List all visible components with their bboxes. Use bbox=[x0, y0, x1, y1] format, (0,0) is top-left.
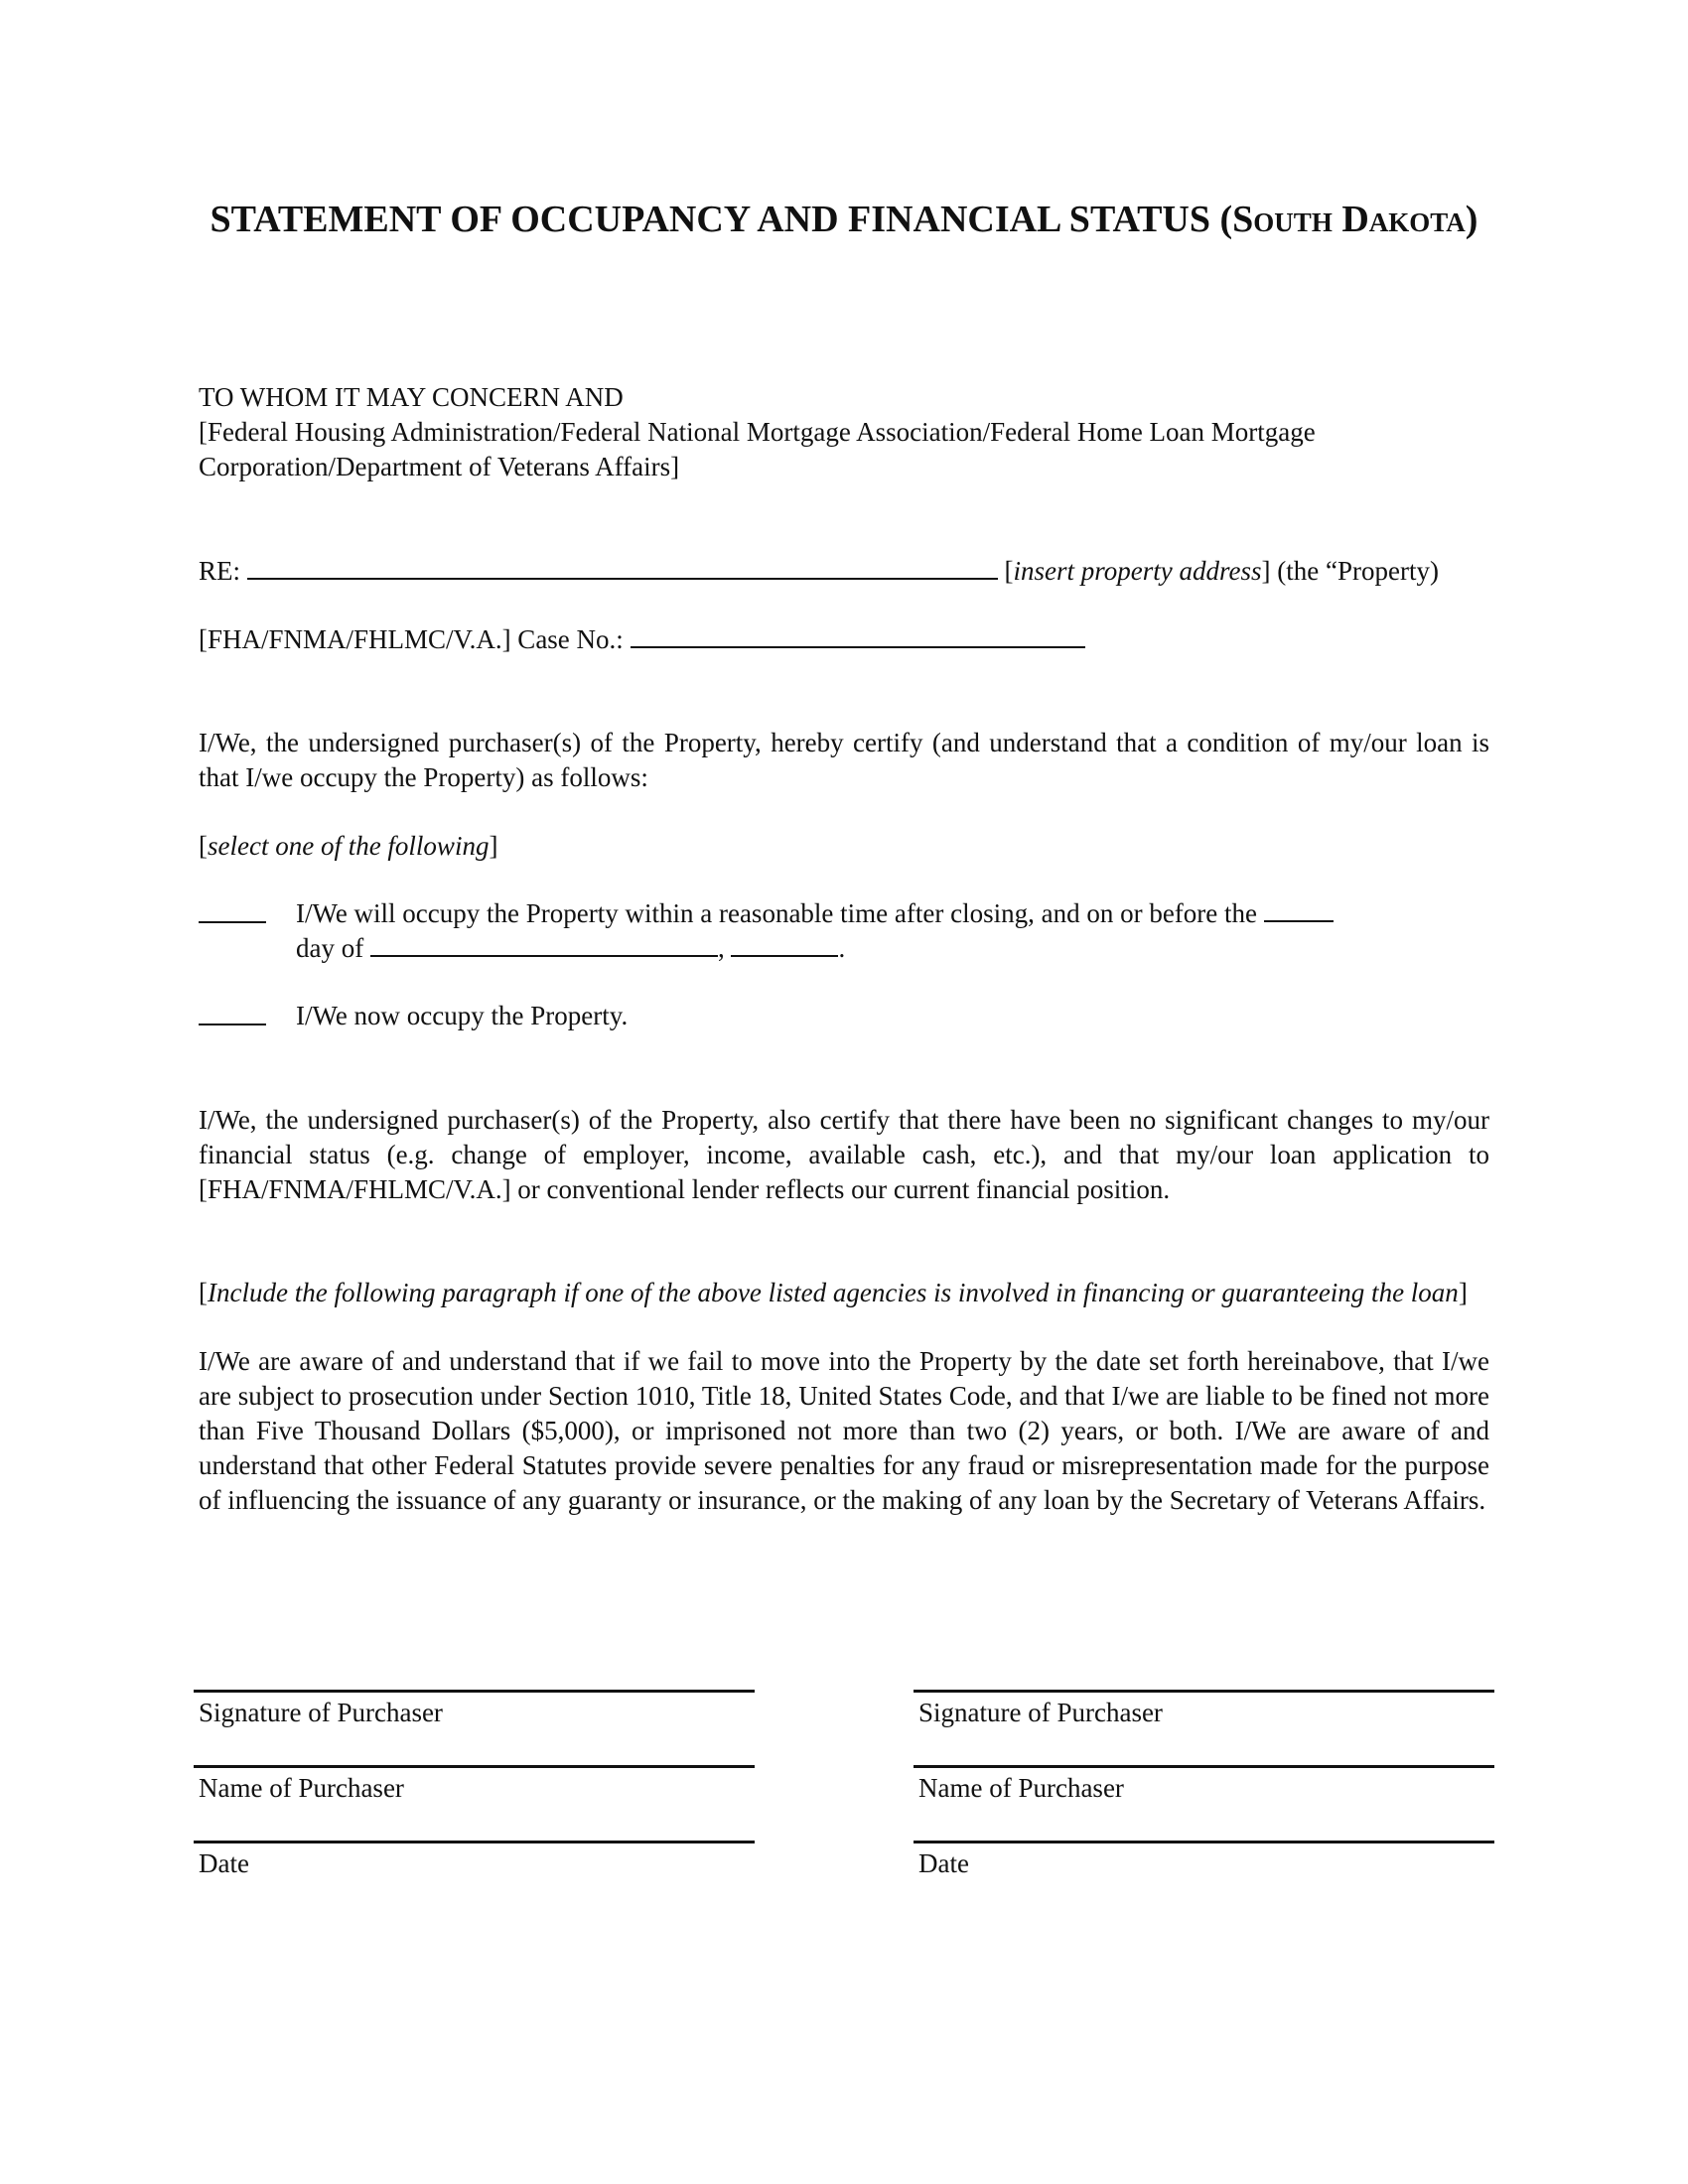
left-name-label: Name of Purchaser bbox=[199, 1773, 404, 1803]
left-date-line[interactable] bbox=[194, 1841, 755, 1843]
title-main: STATEMENT OF OCCUPANCY AND FINANCIAL STATUS ( bbox=[210, 199, 1233, 240]
property-address-blank[interactable] bbox=[247, 554, 998, 580]
re-line bbox=[199, 554, 1489, 589]
option-1-line-1 bbox=[296, 896, 1489, 931]
select-open: [ bbox=[199, 831, 208, 861]
right-date-line[interactable] bbox=[914, 1841, 1494, 1843]
case-number-blank[interactable] bbox=[631, 622, 1085, 648]
addressee-line-1: TO WHOM IT MAY CONCERN AND bbox=[199, 382, 624, 412]
option-1-day-of: day of bbox=[296, 933, 364, 963]
left-date-label: Date bbox=[199, 1848, 249, 1878]
penalty-paragraph: I/We are aware of and understand that if we fail to move into the Property by the date set forth hereinabove, that I/we are subject to prosecution under Section 1010, Title 18, United States Code, and that I/we are liable to be fined not more than Five Thousand Dollars ($5,000), or imprisoned not more than two (2) years, or both. I/We are aware of and understand that other Federal Statutes provide severe penalties for any fraud or misrepresentation made for the purpose of influencing the issuance of any guaranty or insurance, or the making of any loan by the Secretary of Veterans Affairs. bbox=[199, 1346, 1489, 1515]
include-close: ] bbox=[1458, 1278, 1468, 1307]
document-title bbox=[199, 194, 1489, 245]
right-name-label: Name of Purchaser bbox=[918, 1773, 1124, 1803]
select-note bbox=[199, 829, 1489, 864]
left-name-line[interactable] bbox=[194, 1765, 755, 1768]
re-label: RE: bbox=[199, 556, 241, 586]
option-1-period: . bbox=[838, 933, 846, 963]
financial-status-paragraph: I/We, the undersigned purchaser(s) of the Property, also certify that there have been no significant changes to my/our financial status (e.g. change of employer, income, available cash, etc.), and that my/our loan application to [FHA/FNMA/FHLMC/V.A.] or conventional lender reflects our current financial position. bbox=[199, 1105, 1489, 1204]
case-number-line bbox=[199, 622, 1489, 657]
right-signature-line[interactable] bbox=[914, 1690, 1494, 1693]
certify-paragraph: I/We, the undersigned purchaser(s) of the Property, hereby certify (and understand that a condition of my/our loan is that I/we occupy the Property) as follows: bbox=[199, 728, 1489, 792]
re-bracket-open: [ bbox=[1004, 556, 1014, 586]
include-open: [ bbox=[199, 1278, 208, 1307]
title-end: ) bbox=[1465, 199, 1478, 240]
select-close: ] bbox=[489, 831, 498, 861]
option-1-line-2 bbox=[296, 931, 1489, 966]
re-suffix: ] (the “Property) bbox=[1261, 556, 1439, 586]
right-name-line[interactable] bbox=[914, 1765, 1494, 1768]
right-signature-label: Signature of Purchaser bbox=[918, 1698, 1163, 1727]
option-1-month-blank[interactable] bbox=[370, 931, 718, 957]
option-2-text: I/We now occupy the Property. bbox=[296, 1001, 629, 1030]
option-1-comma: , bbox=[717, 933, 725, 963]
option-1-text: I/We will occupy the Property within a reasonable time after closing, and on or before the bbox=[296, 898, 1258, 928]
addressee-line-2: [Federal Housing Administration/Federal National Mortgage Association/Federal Home Loan Mortgage Corporation/Department of Veterans Affairs] bbox=[199, 417, 1316, 481]
option-1-check-blank[interactable] bbox=[199, 921, 266, 923]
option-1-year-blank[interactable] bbox=[731, 931, 838, 957]
include-note-text: Include the following paragraph if one of the above listed agencies is involved in financing or guaranteeing the loan bbox=[208, 1278, 1459, 1307]
case-label: [FHA/FNMA/FHLMC/V.A.] Case No.: bbox=[199, 624, 624, 654]
left-signature-line[interactable] bbox=[194, 1690, 755, 1693]
select-note-text: select one of the following bbox=[208, 831, 490, 861]
title-small-caps-1: South bbox=[1232, 199, 1333, 240]
re-placeholder: insert property address bbox=[1013, 556, 1262, 586]
include-note bbox=[199, 1276, 1489, 1310]
left-signature-label: Signature of Purchaser bbox=[199, 1698, 443, 1727]
option-1-day-blank[interactable] bbox=[1264, 896, 1334, 922]
title-small-caps-2: Dakota bbox=[1341, 199, 1466, 240]
option-2-check-blank[interactable] bbox=[199, 1024, 266, 1025]
right-date-label: Date bbox=[918, 1848, 969, 1878]
